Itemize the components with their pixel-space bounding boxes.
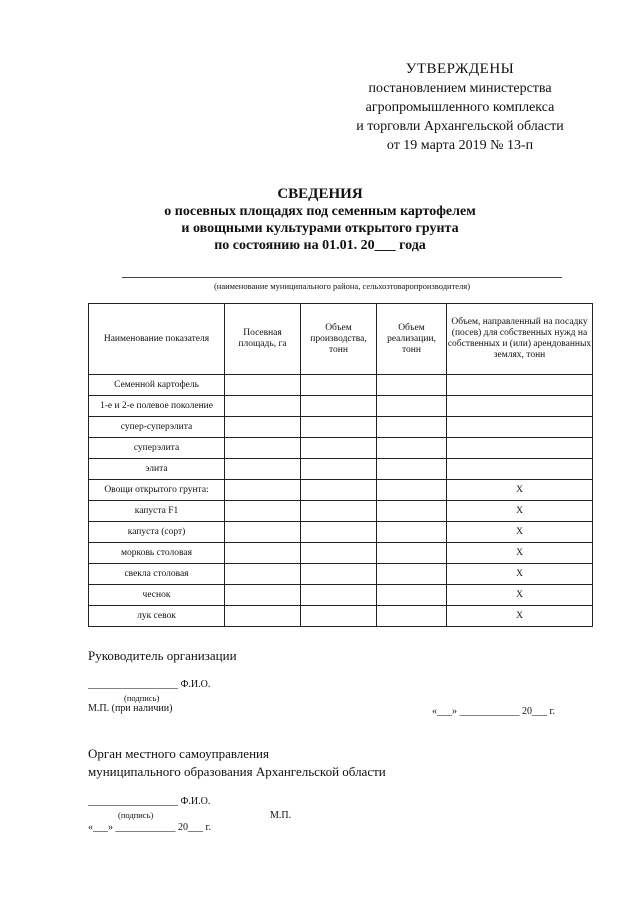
row-label: чеснок [89, 585, 225, 606]
row-cell-placement [447, 459, 593, 480]
table-body [89, 375, 593, 627]
row-cell-placement [447, 417, 593, 438]
row-label: свекла столовая [89, 564, 225, 585]
row-cell [301, 438, 377, 459]
row-cell [225, 459, 301, 480]
row-cell [377, 480, 447, 501]
row-cell [377, 375, 447, 396]
approval-line: агропромышленного комплекса [365, 100, 555, 115]
row-cell [377, 459, 447, 480]
approval-heading: УТВЕРЖДЕНЫ [405, 61, 515, 77]
signer1-sign-caption: (подпись) [124, 693, 160, 703]
row-label: суперэлита [89, 438, 225, 459]
org-name-line [122, 277, 562, 278]
row-cell [301, 396, 377, 417]
table-row [89, 564, 593, 585]
row-cell [377, 564, 447, 585]
row-label: Овощи открытого грунта: [89, 480, 225, 501]
row-cell [377, 417, 447, 438]
row-cell [301, 543, 377, 564]
row-cell [225, 522, 301, 543]
row-cell [225, 564, 301, 585]
row-cell [377, 585, 447, 606]
row-cell [377, 522, 447, 543]
row-cell [225, 438, 301, 459]
row-label: морковь столовая [89, 543, 225, 564]
row-cell [301, 606, 377, 627]
title-line: по состоянию на 01.01. 20___ года [214, 238, 426, 253]
row-cell-placement: X [447, 522, 593, 543]
signer1-title: Руководитель организации [88, 648, 237, 663]
signer2-sign-caption: (подпись) [118, 810, 154, 820]
row-cell-placement [447, 375, 593, 396]
row-label: 1-е и 2-е полевое поколение [89, 396, 225, 417]
signer1-stamp: М.П. (при наличии) [88, 703, 173, 714]
row-cell-placement: X [447, 543, 593, 564]
approval-line: постановлением министерства [368, 81, 552, 96]
row-cell-placement: X [447, 606, 593, 627]
signer2-title-line: Орган местного самоуправления [88, 746, 269, 761]
row-cell [377, 438, 447, 459]
title-main: СВЕДЕНИЯ [277, 186, 363, 202]
row-cell [301, 459, 377, 480]
table-row [89, 543, 593, 564]
signer2-title-line: муниципального образования Архангельской области [88, 764, 386, 779]
row-cell-placement: X [447, 564, 593, 585]
table-row [89, 522, 593, 543]
column-header: Объем, направленный на посадку (посев) для собственных нужд на собственных и (или) арендованных землях, тонн [447, 304, 593, 375]
row-cell [225, 417, 301, 438]
row-cell-placement: X [447, 501, 593, 522]
row-label: капуста F1 [89, 501, 225, 522]
row-cell-placement: X [447, 480, 593, 501]
row-cell [225, 501, 301, 522]
row-cell [301, 564, 377, 585]
row-cell [301, 375, 377, 396]
signer1-fio: __________________ Ф.И.О. [88, 679, 211, 690]
table-row [89, 501, 593, 522]
column-header: Объем производства, тонн [301, 304, 377, 375]
signer2-date: «___» ____________ 20___ г. [88, 822, 211, 833]
row-cell [301, 480, 377, 501]
row-cell-placement [447, 438, 593, 459]
signer2-fio: __________________ Ф.И.О. [88, 796, 211, 807]
row-cell [225, 606, 301, 627]
table-row [89, 606, 593, 627]
org-name-caption: (наименование муниципального района, сельхозтоваропроизводителя) [213, 281, 471, 291]
column-header: Объем реализации, тонн [377, 304, 447, 375]
document-title [0, 186, 640, 254]
approval-block [330, 60, 590, 155]
approval-line: и торговли Архангельской области [356, 119, 564, 134]
row-cell [301, 522, 377, 543]
title-line: и овощными культурами открытого грунта [181, 221, 459, 236]
row-cell [225, 543, 301, 564]
row-cell [225, 480, 301, 501]
table-row [89, 585, 593, 606]
table-header-row [89, 304, 593, 375]
row-cell [377, 396, 447, 417]
row-cell [301, 585, 377, 606]
table-row [89, 459, 593, 480]
row-cell [225, 585, 301, 606]
row-cell [377, 543, 447, 564]
column-header: Наименование показателя [89, 304, 225, 375]
row-label: элита [89, 459, 225, 480]
row-cell [301, 417, 377, 438]
row-cell-placement [447, 396, 593, 417]
row-label: супер-суперэлита [89, 417, 225, 438]
data-table [88, 303, 593, 627]
table-row [89, 396, 593, 417]
row-cell-placement: X [447, 585, 593, 606]
row-label: капуста (сорт) [89, 522, 225, 543]
row-cell [301, 501, 377, 522]
row-cell [377, 606, 447, 627]
row-label: лук севок [89, 606, 225, 627]
table-row [89, 417, 593, 438]
column-header: Посевная площадь, га [225, 304, 301, 375]
row-cell [225, 396, 301, 417]
row-label: Семенной картофель [89, 375, 225, 396]
signer2-stamp: М.П. [270, 810, 292, 821]
table-row [89, 375, 593, 396]
table-row [89, 438, 593, 459]
title-line: о посевных площадях под семенным картофелем [164, 204, 476, 219]
row-cell [225, 375, 301, 396]
signer1-date: «___» ____________ 20___ г. [432, 706, 555, 717]
table-row [89, 480, 593, 501]
row-cell [377, 501, 447, 522]
approval-line: от 19 марта 2019 № 13-п [386, 138, 534, 153]
